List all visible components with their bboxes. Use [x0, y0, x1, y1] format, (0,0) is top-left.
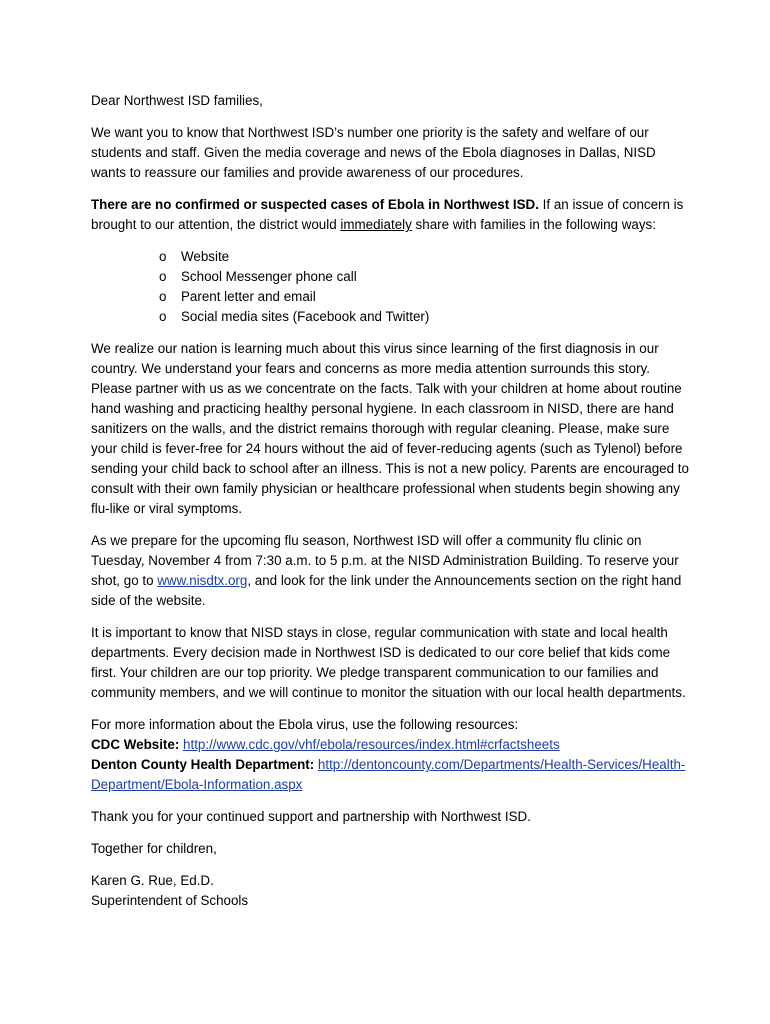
bullet-marker: o — [159, 249, 167, 264]
immediately-emphasis: immediately — [340, 217, 412, 232]
signer-title: Superintendent of Schools — [91, 893, 249, 908]
list-item-label: Social media sites (Facebook and Twitter) — [181, 309, 430, 324]
list-item — [91, 247, 691, 267]
thanks-paragraph: Thank you for your continued support and partnership with Northwest ISD. — [91, 809, 531, 824]
intro-paragraph: We want you to know that Northwest ISD’s number one priority is the safety and welfare of our students and staff. Given the media coverage and news of the Ebola diagnoses in Dallas, NISD wants to reassure our families and provide awareness of our procedures. — [91, 125, 656, 180]
no-cases-text-b: share with families in the following ways: — [411, 217, 656, 232]
bullet-marker: o — [159, 269, 167, 284]
flu-text-a: As we prepare for the upcoming flu season, Northwest ISD will offer a community flu clinic on Tuesday, November 4 from 7:30 a.m. to 5 p.m. at the NISD Administration Building. To reserve your shot, go to — [91, 533, 679, 588]
resources-intro: For more information about the Ebola virus, use the following resources: — [91, 717, 519, 732]
denton-county-link[interactable]: http://dentoncounty.com/Departments/Health-Services/Health-Department/Ebola-Information.aspx — [91, 757, 686, 792]
no-cases-text-a: If an issue of concern is brought to our attention, the district would — [91, 197, 684, 232]
flu-text-b: , and look for the link under the Announcements section on the right hand side of the website. — [91, 573, 682, 608]
list-item-label: Parent letter and email — [181, 289, 316, 304]
no-cases-paragraph — [91, 195, 691, 235]
cdc-link[interactable]: http://www.cdc.gov/vhf/ebola/resources/index.html#crfactsheets — [183, 737, 560, 752]
awareness-paragraph: We realize our nation is learning much about this virus since learning of the first diagnosis in our country. We understand your fears and concerns as more media attention surrounds this story. Please partner with us as we concentrate on the facts. Talk with your children at home about routine hand washing and practicing healthy personal hygiene. In each classroom in NISD, there are hand sanitizers on the walls, and the district remains thorough with regular cleaning. Please, make sure your child is fever-free for 24 hours without the aid of fever-reducing agents (such as Tylenol) before sending your child back to school after an illness. This is not a new policy. Parents are encouraged to consult with their own family physician or healthcare professional when students begin showing any flu-like or viral symptoms. — [91, 341, 689, 516]
signature-block — [91, 871, 691, 911]
bullet-marker: o — [159, 289, 167, 304]
no-cases-statement: There are no confirmed or suspected cases of Ebola in Northwest ISD. — [91, 197, 539, 212]
bullet-marker: o — [159, 309, 167, 324]
list-item — [91, 287, 691, 307]
list-item — [91, 307, 691, 327]
flu-clinic-paragraph — [91, 531, 691, 611]
letter-body — [91, 91, 691, 923]
cdc-label: CDC Website: — [91, 737, 180, 752]
list-item-label: Website — [181, 249, 230, 264]
salutation: Dear Northwest ISD families, — [91, 93, 263, 108]
notification-methods-list — [91, 247, 691, 327]
communication-paragraph: It is important to know that NISD stays in close, regular communication with state and local health departments. Every decision made in Northwest ISD is dedicated to our core belief that kids come first. Your children are our top priority. We pledge transparent communication to our families and community members, and we will continue to monitor the situation with our local health departments. — [91, 625, 686, 700]
list-item — [91, 267, 691, 287]
list-item-label: School Messenger phone call — [181, 269, 357, 284]
denton-label: Denton County Health Department: — [91, 757, 315, 772]
signer-name: Karen G. Rue, Ed.D. — [91, 873, 214, 888]
closing: Together for children, — [91, 841, 217, 856]
nisd-website-link[interactable]: www.nisdtx.org — [157, 573, 248, 588]
resources-block — [91, 715, 691, 795]
